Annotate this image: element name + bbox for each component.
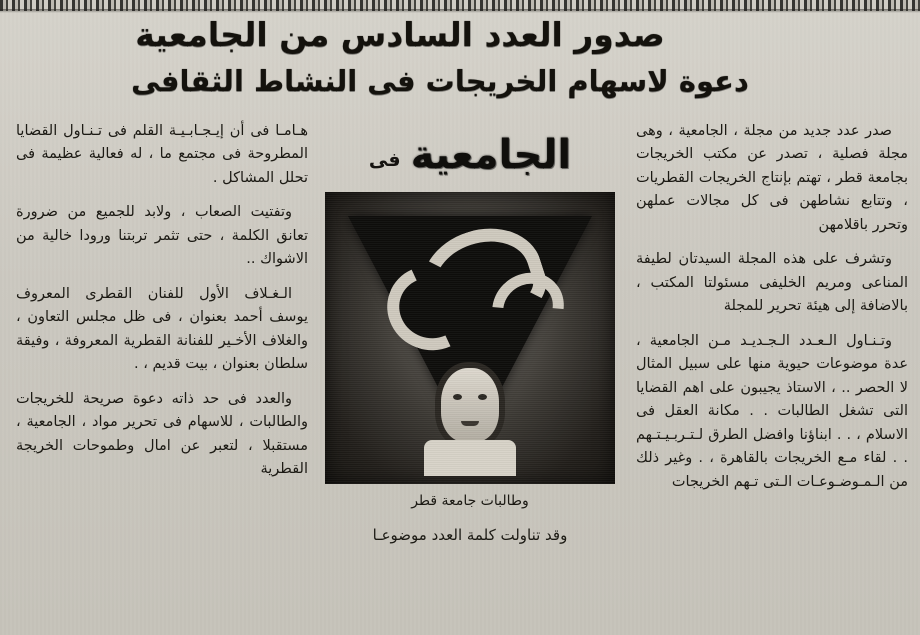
cover-figure-collar [424, 440, 516, 476]
paragraph: صدر عدد جديد من مجلة ، الجامعية ، وهى مجلة فصلية ، تصدر عن مكتب الخريجات بجامعة قطر ، تهتم بإنتاج الخريجات القطريات ، وتتابع نشاطهن فى كل مجالات عملهن وتحرر باقلامهن [636, 123, 908, 233]
masthead-subtitle: فى [368, 149, 401, 172]
article-columns [0, 120, 920, 635]
headline-secondary: دعوة لاسهام الخريجات فى النشاط الثقافى [131, 64, 749, 99]
face-mouth [461, 421, 479, 426]
paragraph: وتفتيت الصعاب ، ولابد للجميع من ضرورة تعانق الكلمة ، حتى تثمر تربتنا ورودا خالية من الاشواك .. [16, 204, 308, 268]
paragraph: والعدد فى حد ذاته دعوة صريحة للخريجات والطالبات ، للاسهام فى تحرير مواد ، الجامعية ، مستقبلا ، لتعبر عن امال وطموحات الخريجة القطرية [16, 390, 308, 478]
paragraph: هـامـا فى أن إيـجـابـيـة القلم فى تـنـاول القضايا المطروحة فى مجتمع ما ، له فعالية عظيمة فى تحلل المشاكل . [16, 123, 308, 186]
column-middle [320, 120, 620, 547]
masthead-title: الجامعية [410, 131, 572, 178]
magazine-cover-photo [325, 192, 615, 484]
magazine-masthead [320, 124, 620, 186]
column-left [16, 120, 308, 493]
cover-face-illustration [441, 368, 499, 442]
page-top-shadow [0, 9, 920, 13]
headline-primary: صدور العدد السادس من الجامعية [135, 15, 665, 54]
column-right [636, 120, 908, 505]
paragraph: وتـنـاول الـعـدد الـجـديـد مـن الجامعية ، عدة موضوعات حيوية منها على سبيل المثال لا الحصر .. ، الاستاذ يجيبون على اهم القضايا التى تشغل الطالبات . . مكانة العقل فى الاسلام ، . . ابناؤنا وافضل الطرق لـتـربـيـتـهم . . لقاء مـع الخريجات بالقاهرة ، . وغير ذلك من الـمـوضـوعـات الـتى تـهم الخريجات [636, 332, 908, 490]
photo-caption: وطالبات جامعة قطر [411, 493, 529, 509]
headline-block [0, 14, 920, 100]
face-eye-left [453, 394, 462, 400]
paragraph: وقد تناولت كلمة العدد موضوعـا [372, 525, 568, 544]
paragraph: وتشرف على هذه المجلة السيدتان لطيفة المناعى ومريم الخليفى مسئولتا المكتب ، بالاضافة إلى هيئة تحرير للمجلة [636, 251, 908, 315]
paragraph: الـغـلاف الأول للفنان القطرى المعروف يوسف أحمد بعنوان ، فى ظل مجلس التعاون ، والغلاف الأخـير للفنانة القطرية المعروفة ، وفيقة سلطان بعنوان ، بيت قديم ، . [16, 285, 308, 373]
face-eye-right [478, 394, 487, 400]
